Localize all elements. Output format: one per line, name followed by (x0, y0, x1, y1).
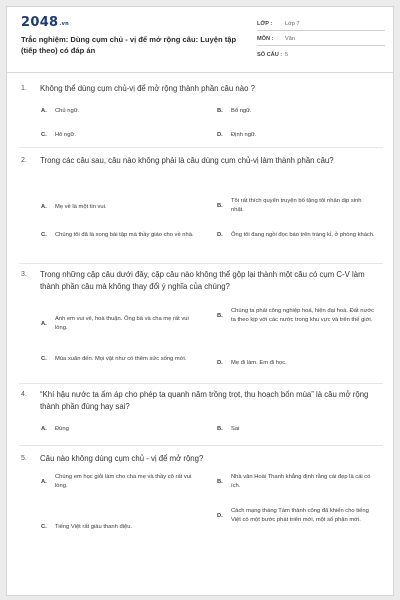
meta-value: Lớp 7 (285, 21, 300, 27)
option-text: Anh em vui vẻ, hoà thuận. Ông bà và cha mẹ rất vui lòng. (55, 316, 189, 331)
meta-label: MÔN : (257, 36, 274, 42)
worksheet-page (6, 6, 394, 596)
question-3 (21, 269, 385, 292)
option-c[interactable] (41, 231, 199, 240)
option-c[interactable] (41, 131, 199, 140)
meta-table (257, 16, 385, 61)
option-letter: C. (41, 132, 47, 139)
option-letter: B. (217, 108, 223, 115)
question-text: Câu nào không dùng cụm chủ - vị để mở rộng? (40, 454, 204, 463)
meta-row-subject (257, 31, 385, 46)
meta-label: SỐ CÂU : (257, 52, 283, 58)
question-divider (19, 383, 383, 384)
question-divider (19, 147, 383, 148)
meta-value: Văn (285, 36, 295, 42)
option-a[interactable] (41, 203, 199, 212)
option-text: Chủ ngữ. (55, 108, 80, 114)
option-text: Chúng ta phải công nghiệp hoá, hiện đại hoá. Đất nước ta theo kịp với các nước trong khu vực và trên thế giới. (231, 308, 375, 323)
question-text: “Khí hậu nước ta ấm áp cho phép ta quanh năm trồng trọt, thu hoạch bốn mùa” là câu mở rộng thành phần đúng hay sai? (40, 390, 369, 411)
option-text: Ông tôi đang ngồi đọc báo trên tràng kỉ, ở phòng khách. (231, 232, 375, 238)
option-letter: B. (217, 312, 223, 319)
option-a[interactable] (41, 473, 199, 490)
option-b[interactable] (217, 107, 375, 116)
meta-row-count (257, 46, 385, 61)
option-text: Chúng tôi đã là xong bài tập mà thầy giáo cho về nhà. (55, 232, 194, 238)
question-number: 4. (21, 391, 27, 398)
option-a[interactable] (41, 425, 199, 434)
option-text: Mẹ về là một tin vui. (55, 204, 107, 210)
option-letter: B. (217, 478, 223, 485)
option-text: Mẹ đi làm. Em đi học. (231, 360, 287, 366)
option-b[interactable] (217, 425, 375, 434)
logo-domain: .vn (59, 21, 70, 27)
question-4 (21, 389, 385, 412)
site-logo[interactable] (21, 15, 69, 30)
meta-value: 5 (285, 52, 289, 58)
option-text: Đúng (55, 426, 69, 432)
option-text: Chúng em học giỏi làm cho cha mẹ và thầy cô rất vui lòng. (55, 474, 192, 489)
option-letter: C. (41, 232, 47, 239)
logo-text: 2048 (21, 15, 59, 30)
option-text: Sai (231, 426, 240, 432)
meta-row-grade (257, 16, 385, 31)
question-number: 2. (21, 157, 27, 164)
option-letter: A. (41, 108, 47, 115)
question-number: 5. (21, 455, 27, 462)
question-text: Không thể dùng cụm chủ-vị để mở rộng thành phần câu nào ? (40, 84, 255, 93)
option-a[interactable] (41, 107, 199, 116)
option-c[interactable] (41, 355, 199, 364)
option-text: Định ngữ. (231, 132, 257, 138)
question-number: 1. (21, 85, 27, 92)
worksheet-title: Trắc nghiệm: Dùng cụm chủ - vị để mở rộng câu: Luyện tập (tiếp theo) có đáp án (21, 35, 237, 55)
option-d[interactable] (217, 131, 375, 140)
option-letter: A. (41, 320, 47, 327)
option-a[interactable] (41, 315, 199, 332)
option-text: Tôi rất thích quyển truyện bố tặng tôi nhân dịp sinh nhật. (231, 198, 362, 213)
question-text: Trong những cặp câu dưới đây, cặp câu nào không thể gộp lại thành một câu có cụm C-V làm thành phần câu mà không thay đổi ý nghĩa của chúng? (40, 270, 365, 291)
question-text: Trong các câu sau, câu nào không phải là câu dùng cụm chủ-vị làm thành phần câu? (40, 156, 334, 165)
option-text: Mùa xuân đến. Mọi vật như có thêm sức sống mới. (55, 356, 187, 362)
option-b[interactable] (217, 307, 375, 324)
option-letter: D. (217, 360, 223, 367)
option-letter: D. (217, 512, 223, 519)
option-c[interactable] (41, 523, 199, 532)
option-letter: D. (217, 232, 223, 239)
option-b[interactable] (217, 197, 375, 214)
option-text: Hô ngữ. (55, 132, 76, 138)
meta-label: LỚP : (257, 21, 273, 27)
question-number: 3. (21, 271, 27, 278)
option-letter: B. (217, 202, 223, 209)
option-letter: C. (41, 356, 47, 363)
option-letter: A. (41, 426, 47, 433)
option-d[interactable] (217, 507, 375, 524)
option-letter: D. (217, 132, 223, 139)
option-letter: C. (41, 524, 47, 531)
option-letter: B. (217, 426, 223, 433)
question-1 (21, 83, 385, 95)
option-text: Tiếng Việt rất giàu thanh điệu. (55, 524, 133, 530)
option-letter: A. (41, 478, 47, 485)
question-5 (21, 453, 385, 465)
question-2 (21, 155, 385, 167)
question-divider (19, 263, 383, 264)
worksheet-header (7, 7, 393, 73)
option-b[interactable] (217, 473, 375, 490)
option-d[interactable] (217, 359, 375, 368)
question-divider (19, 445, 383, 446)
option-letter: A. (41, 204, 47, 211)
option-text: Bổ ngữ. (231, 108, 252, 114)
option-text: Nhà văn Hoài Thanh khẳng định rằng cái đẹp là cái có ích. (231, 474, 371, 489)
option-text: Cách mạng tháng Tám thành công đã khiến cho tiếng Việt có một bước phát triển mới, một số phận mới. (231, 508, 369, 523)
option-d[interactable] (217, 231, 375, 240)
